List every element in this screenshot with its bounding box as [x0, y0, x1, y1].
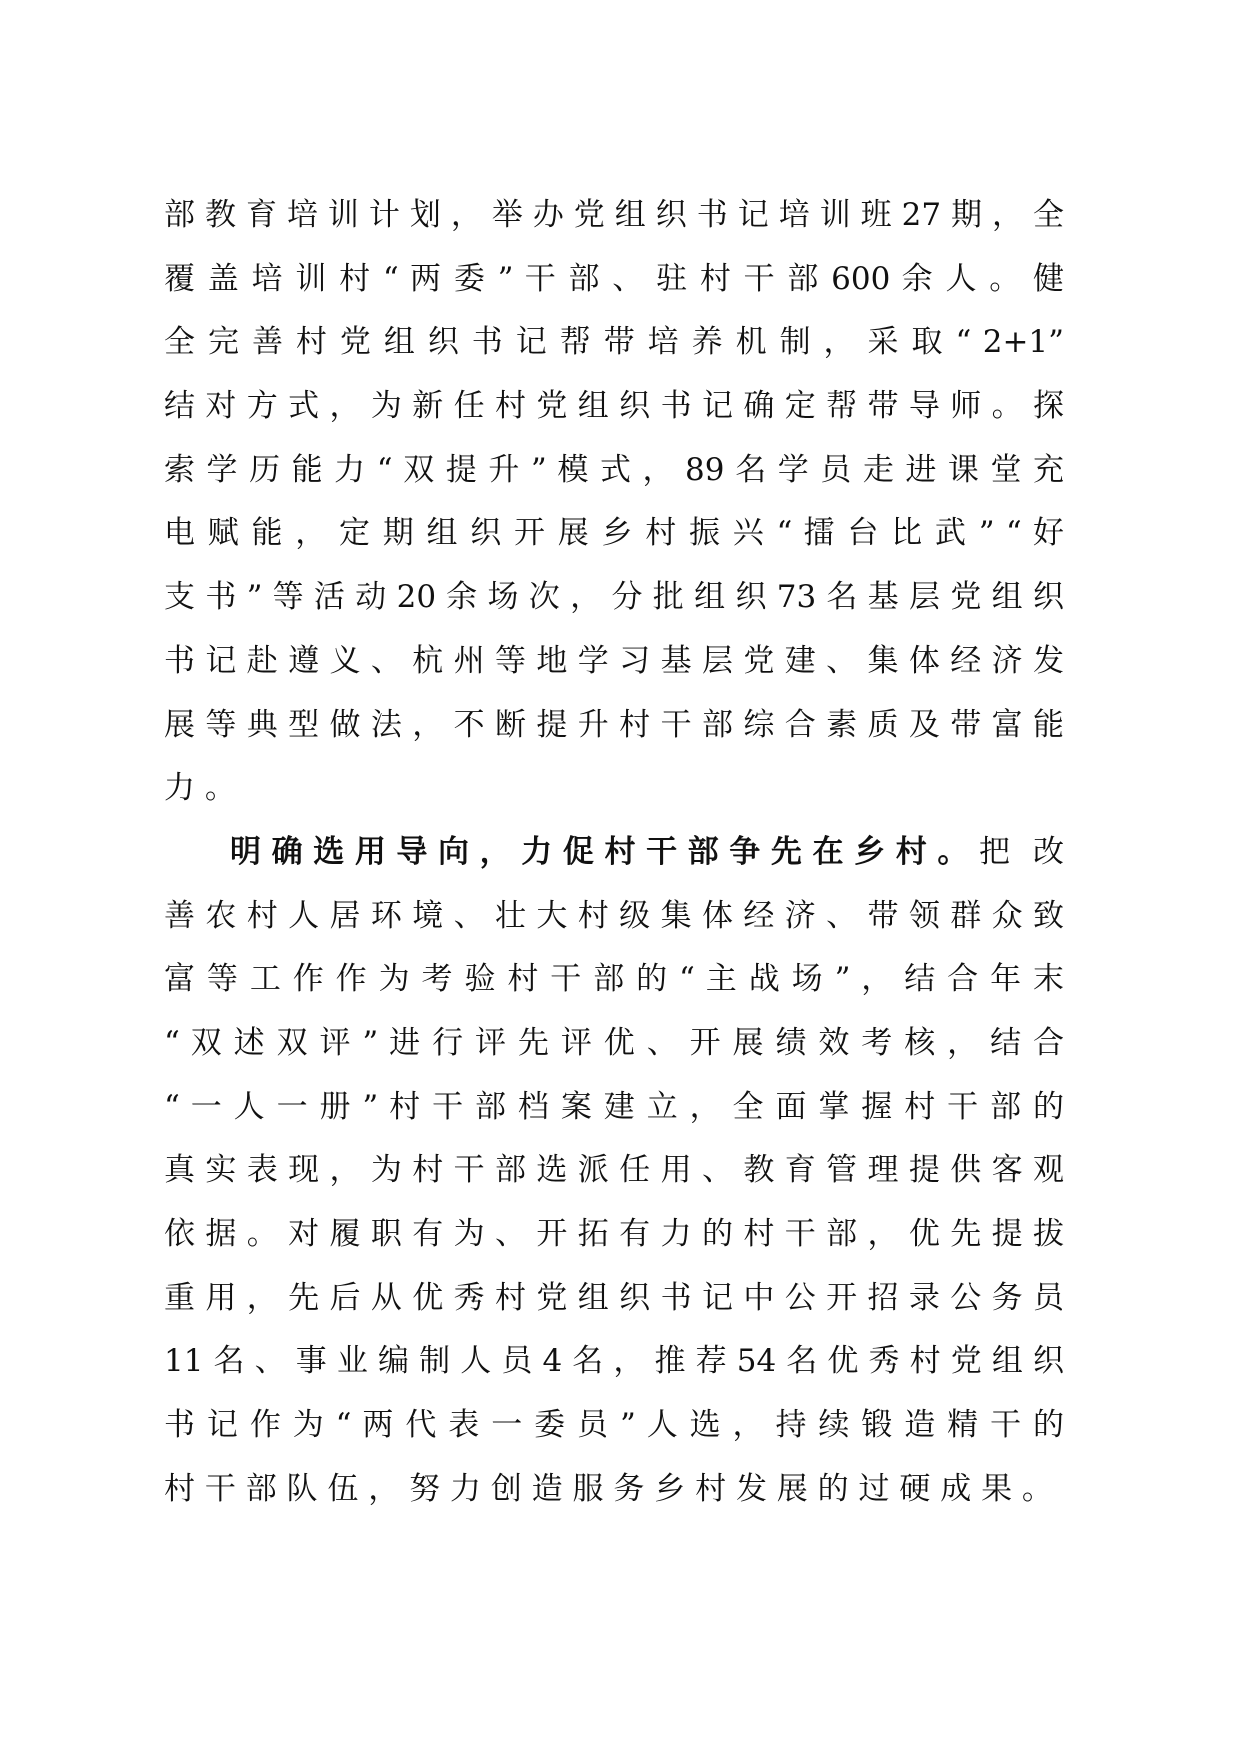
text-line: 重 用 ， 先 后 从 优 秀 村 党 组 织 书 记 中 公 开 招 录 公 务 员 — [164, 1279, 1064, 1316]
text-line: 书 记 作 为 “ 两 代 表 一 委 员 ” 人 选 ， 持 续 锻 造 精 干 的 — [164, 1407, 1064, 1444]
text-line: 结 对 方 式 ， 为 新 任 村 党 组 织 书 记 确 定 帮 带 导 师 。 探 — [164, 388, 1064, 425]
paragraph-heading: 明确选用导向，力促村干部争先在乡村。 — [230, 833, 979, 870]
text-line: 部 教 育 培 训 计 划 ， 举 办 党 组 织 书 记 培 训 班 27 期 ， 全 — [164, 197, 1064, 233]
paragraph-heading-line — [164, 821, 1064, 885]
text-line: 索 学 历 能 力 “ 双 提 升 ” 模 式 ， 89 名 学 员 走 进 课 堂 充 — [164, 451, 1064, 488]
text-line: 村 干 部 队 伍 ， 努 力 创 造 服 务 乡 村 发 展 的 过 硬 成 果 。 — [164, 1470, 1053, 1507]
text-line: “ 双 述 双 评 ” 进 行 评 先 评 优 、 开 展 绩 效 考 核 ， 结 合 — [164, 1024, 1064, 1061]
text-line: 富 等 工 作 作 为 考 验 村 干 部 的 “ 主 战 场 ” ， 结 合 年 末 — [164, 961, 1064, 998]
text-line: 力 。 — [164, 770, 236, 807]
text-line: 书 记 赴 遵 义 、 杭 州 等 地 学 习 基 层 党 建 、 集 体 经 济 发 — [164, 642, 1064, 679]
text-line: 依 据 。 对 履 职 有 为 、 开 拓 有 力 的 村 干 部 ， 优 先 提 拔 — [164, 1216, 1064, 1252]
paragraph-selection — [164, 821, 1064, 1522]
heading-line-rest: 把 改 — [978, 833, 1064, 870]
text-line: 电 赋 能 ， 定 期 组 织 开 展 乡 村 振 兴 “ 擂 台 比 武 ” “ 好 — [164, 515, 1064, 552]
text-line: 善 农 村 人 居 环 境 、 壮 大 村 级 集 体 经 济 、 带 领 群 众 致 — [164, 897, 1064, 934]
text-line: 支 书 ” 等 活 动 20 余 场 次 ， 分 批 组 织 73 名 基 层 党 组 织 — [164, 579, 1064, 616]
text-line: “ 一 人 一 册 ” 村 干 部 档 案 建 立 ， 全 面 掌 握 村 干 部 的 — [164, 1088, 1064, 1125]
text-line: 真 实 表 现 ， 为 村 干 部 选 派 任 用 、 教 育 管 理 提 供 客 观 — [164, 1152, 1064, 1189]
paragraph-training — [164, 184, 1064, 821]
text-line: 覆 盖 培 训 村 “ 两 委 ” 干 部 、 驻 村 干 部 600 余 人 。 健 — [164, 260, 1064, 297]
text-line: 全 完 善 村 党 组 织 书 记 帮 带 培 养 机 制 ， 采 取 “ 2+1” — [164, 324, 1064, 361]
text-line: 11 名 、 事 业 编 制 人 员 4 名 ， 推 荐 54 名 优 秀 村 党 组 织 — [164, 1343, 1064, 1380]
document-body — [164, 184, 1064, 1521]
text-line: 展 等 典 型 做 法 ， 不 断 提 升 村 干 部 综 合 素 质 及 带 富 能 — [164, 706, 1064, 743]
